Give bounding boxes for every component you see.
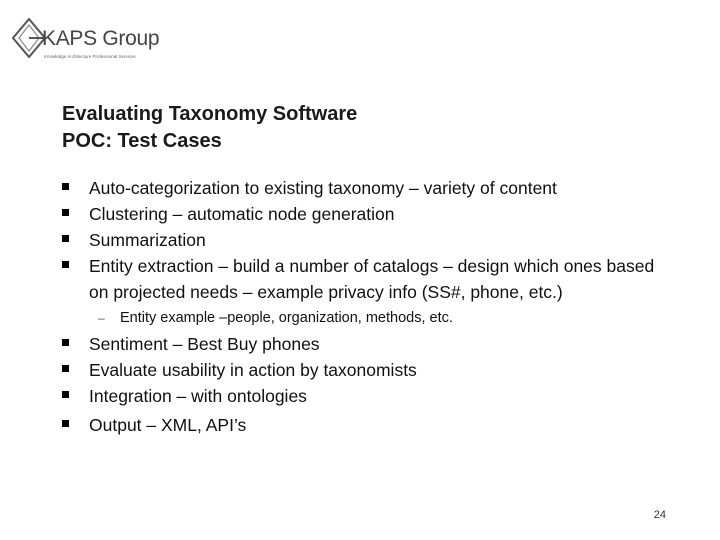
list-item [62,227,662,253]
square-bullet-icon [62,391,69,398]
sub-list-item [62,308,662,328]
square-bullet-icon [62,365,69,372]
square-bullet-icon [62,183,69,190]
list-item [62,412,662,438]
square-bullet-icon [62,209,69,216]
list-item-text: Auto-categorization to existing taxonomy – variety of content [89,178,557,198]
sub-list-item-text: Entity example –people, organization, methods, etc. [120,310,453,326]
square-bullet-icon [62,261,69,268]
list-item [62,253,662,305]
list-item-text: Entity extraction – build a number of catalogs – design which ones based on projected needs – example privacy info (SS#, phone, etc.) [89,256,655,302]
slide-title [62,101,357,155]
dash-bullet-icon: – [98,311,105,325]
square-bullet-icon [62,235,69,242]
square-bullet-icon [62,339,69,346]
list-item [62,175,662,201]
list-item-text: Summarization [89,230,206,250]
logo-name: KAPS Group [42,27,160,50]
list-item-text: Integration – with ontologies [89,386,307,406]
list-item-text: Evaluate usability in action by taxonomists [89,360,417,380]
bullet-list [62,175,662,438]
slide-title-line-2: POC: Test Cases [62,130,222,152]
square-bullet-icon [62,420,69,427]
slide-title-line-1: Evaluating Taxonomy Software [62,103,358,125]
list-item [62,383,662,409]
list-item [62,201,662,227]
logo-tagline: Knowledge Architecture Professional Services [44,54,136,59]
list-item-text: Sentiment – Best Buy phones [89,334,320,354]
kaps-group-logo [12,14,162,60]
page-number: 24 [653,509,666,521]
diamond-arrow-logo-icon [12,18,46,58]
list-item [62,331,662,357]
list-item-text: Output – XML, API’s [89,415,247,435]
list-item-text: Clustering – automatic node generation [89,204,395,224]
list-item [62,357,662,383]
